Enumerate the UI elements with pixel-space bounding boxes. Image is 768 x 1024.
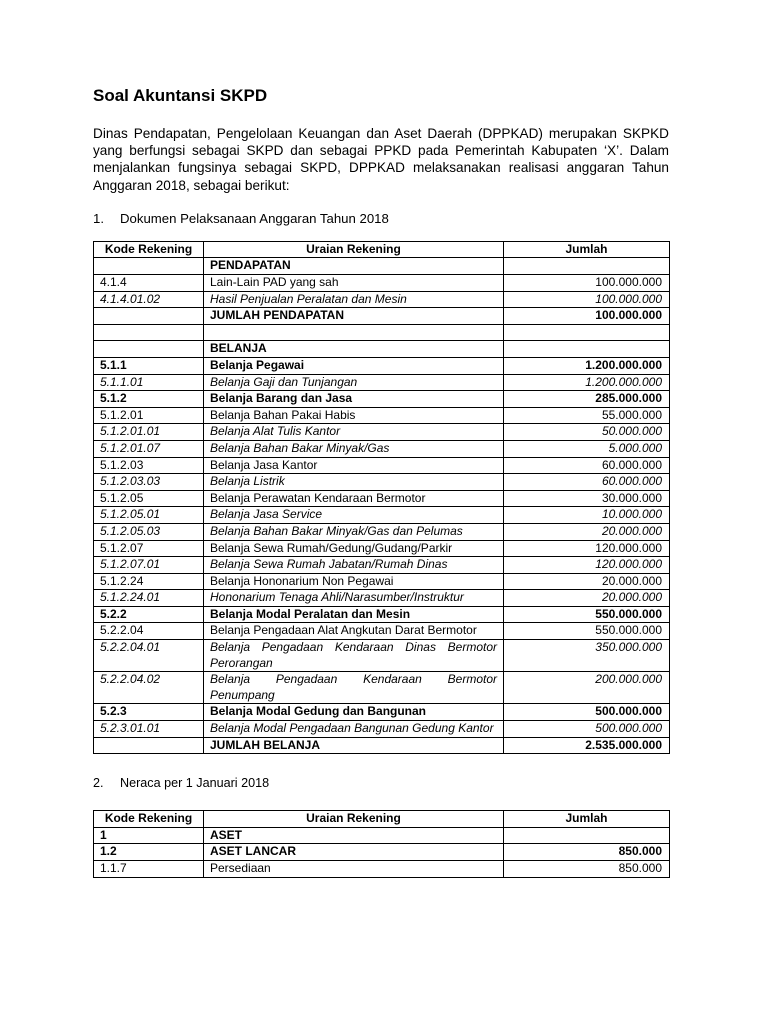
table-row — [94, 324, 670, 341]
jumlah-cell — [504, 827, 670, 844]
jumlah-cell: 60.000.000 — [504, 474, 670, 491]
kode-cell: 5.1.2.24.01 — [94, 590, 204, 607]
uraian-cell: Belanja Alat Tulis Kantor — [204, 424, 504, 441]
table-row — [94, 424, 670, 441]
balance-sheet-table — [93, 810, 670, 877]
kode-cell — [94, 324, 204, 341]
kode-cell: 5.1.2.05.03 — [94, 523, 204, 540]
kode-cell: 5.1.2.03.03 — [94, 474, 204, 491]
jumlah-cell: 350.000.000 — [504, 640, 670, 672]
kode-cell: 5.1.1 — [94, 357, 204, 374]
jumlah-cell: 850.000 — [504, 861, 670, 878]
table-row — [94, 590, 670, 607]
uraian-cell: Belanja Bahan Bakar Minyak/Gas — [204, 440, 504, 457]
kode-cell: 5.1.1.01 — [94, 374, 204, 391]
jumlah-cell: 100.000.000 — [504, 291, 670, 308]
uraian-cell: PENDAPATAN — [204, 258, 504, 275]
header-jumlah: Jumlah — [504, 241, 670, 258]
uraian-cell: Belanja Modal Pengadaan Bangunan Gedung Kantor — [204, 721, 504, 738]
kode-cell: 5.2.2 — [94, 606, 204, 623]
kode-cell: 5.1.2.01.01 — [94, 424, 204, 441]
table-row — [94, 606, 670, 623]
table-header-row — [94, 811, 670, 828]
table-row — [94, 258, 670, 275]
kode-cell: 5.1.2.24 — [94, 573, 204, 590]
kode-cell: 1.2 — [94, 844, 204, 861]
kode-cell: 4.1.4.01.02 — [94, 291, 204, 308]
budget-table — [93, 241, 670, 754]
header-uraian: Uraian Rekening — [204, 241, 504, 258]
uraian-cell: Belanja Gaji dan Tunjangan — [204, 374, 504, 391]
uraian-cell: Belanja Sewa Rumah Jabatan/Rumah Dinas — [204, 557, 504, 574]
uraian-cell: Belanja Pegawai — [204, 357, 504, 374]
table-row — [94, 391, 670, 408]
jumlah-cell: 1.200.000.000 — [504, 357, 670, 374]
kode-cell: 5.2.2.04.01 — [94, 640, 204, 672]
jumlah-cell: 550.000.000 — [504, 606, 670, 623]
jumlah-cell: 550.000.000 — [504, 623, 670, 640]
kode-cell: 5.2.3.01.01 — [94, 721, 204, 738]
section-title: Dokumen Pelaksanaan Anggaran Tahun 2018 — [120, 210, 389, 226]
jumlah-cell — [504, 258, 670, 275]
uraian-cell: Belanja Pengadaan Kendaraan Bermotor Penumpang — [204, 672, 504, 704]
uraian-cell: ASET LANCAR — [204, 844, 504, 861]
jumlah-cell: 30.000.000 — [504, 490, 670, 507]
table-row — [94, 341, 670, 358]
page-title: Soal Akuntansi SKPD — [93, 86, 268, 105]
table-row — [94, 861, 670, 878]
jumlah-cell — [504, 324, 670, 341]
uraian-cell: Belanja Pengadaan Alat Angkutan Darat Bermotor — [204, 623, 504, 640]
header-kode: Kode Rekening — [94, 811, 204, 828]
uraian-cell: Belanja Perawatan Kendaraan Bermotor — [204, 490, 504, 507]
kode-cell: 5.1.2.05 — [94, 490, 204, 507]
jumlah-cell: 850.000 — [504, 844, 670, 861]
table-row — [94, 490, 670, 507]
jumlah-cell: 1.200.000.000 — [504, 374, 670, 391]
jumlah-cell: 20.000.000 — [504, 590, 670, 607]
uraian-cell — [204, 324, 504, 341]
section-2-heading — [93, 776, 669, 790]
table-row — [94, 573, 670, 590]
header-uraian: Uraian Rekening — [204, 811, 504, 828]
header-jumlah: Jumlah — [504, 811, 670, 828]
section-number: 1. — [93, 210, 104, 226]
jumlah-cell — [504, 341, 670, 358]
table-row — [94, 557, 670, 574]
table-row — [94, 374, 670, 391]
table-row — [94, 523, 670, 540]
uraian-cell: Lain-Lain PAD yang sah — [204, 275, 504, 292]
kode-cell: 1 — [94, 827, 204, 844]
section-number: 2. — [93, 776, 104, 791]
uraian-cell: BELANJA — [204, 341, 504, 358]
table-row — [94, 440, 670, 457]
kode-cell: 5.1.2.05.01 — [94, 507, 204, 524]
kode-cell: 1.1.7 — [94, 861, 204, 878]
kode-cell — [94, 737, 204, 754]
table-row — [94, 457, 670, 474]
kode-cell: 5.1.2.07.01 — [94, 557, 204, 574]
intro-paragraph: Dinas Pendapatan, Pengelolaan Keuangan dan Aset Daerah (DPPKAD) merupakan SKPKD yang berfungsi sebagai SKPD dan sebagai PPKD pada Pemerintah Kabupaten ‘X’. Dalam menjalankan fungsinya sebagai SKPD, DPPKAD melaksanakan realisasi anggaran Tahun Anggaran 2018, sebagai berikut: — [93, 126, 669, 193]
uraian-cell: Belanja Pengadaan Kendaraan Dinas Bermotor Perorangan — [204, 640, 504, 672]
jumlah-cell: 20.000.000 — [504, 523, 670, 540]
kode-cell — [94, 258, 204, 275]
uraian-cell: Belanja Modal Gedung dan Bangunan — [204, 704, 504, 721]
kode-cell: 4.1.4 — [94, 275, 204, 292]
jumlah-cell: 60.000.000 — [504, 457, 670, 474]
jumlah-cell: 200.000.000 — [504, 672, 670, 704]
uraian-cell: Belanja Barang dan Jasa — [204, 391, 504, 408]
uraian-cell: Hononarium Tenaga Ahli/Narasumber/Instruktur — [204, 590, 504, 607]
uraian-cell: Belanja Jasa Kantor — [204, 457, 504, 474]
uraian-cell: ASET — [204, 827, 504, 844]
uraian-cell: Belanja Sewa Rumah/Gedung/Gudang/Parkir — [204, 540, 504, 557]
header-kode: Kode Rekening — [94, 241, 204, 258]
uraian-cell: Belanja Jasa Service — [204, 507, 504, 524]
table-row — [94, 827, 670, 844]
table-row — [94, 357, 670, 374]
kode-cell: 5.1.2 — [94, 391, 204, 408]
jumlah-cell: 5.000.000 — [504, 440, 670, 457]
jumlah-cell: 10.000.000 — [504, 507, 670, 524]
kode-cell: 5.2.2.04 — [94, 623, 204, 640]
jumlah-cell: 120.000.000 — [504, 557, 670, 574]
balance-sheet-table-body — [94, 827, 670, 877]
jumlah-cell: 100.000.000 — [504, 275, 670, 292]
jumlah-cell: 100.000.000 — [504, 308, 670, 325]
table-header-row — [94, 241, 670, 258]
kode-cell: 5.1.2.01 — [94, 407, 204, 424]
kode-cell — [94, 341, 204, 358]
jumlah-cell: 120.000.000 — [504, 540, 670, 557]
jumlah-cell: 500.000.000 — [504, 704, 670, 721]
table-row — [94, 407, 670, 424]
table-row — [94, 507, 670, 524]
table-row — [94, 640, 670, 672]
uraian-cell: JUMLAH PENDAPATAN — [204, 308, 504, 325]
kode-cell: 5.2.3 — [94, 704, 204, 721]
table-row — [94, 704, 670, 721]
table-row — [94, 672, 670, 704]
section-1-heading — [93, 211, 669, 226]
kode-cell: 5.2.2.04.02 — [94, 672, 204, 704]
uraian-cell: Belanja Hononarium Non Pegawai — [204, 573, 504, 590]
uraian-cell: Belanja Modal Peralatan dan Mesin — [204, 606, 504, 623]
kode-cell — [94, 308, 204, 325]
budget-table-body — [94, 258, 670, 754]
jumlah-cell: 20.000.000 — [504, 573, 670, 590]
jumlah-cell: 50.000.000 — [504, 424, 670, 441]
document-page — [93, 86, 669, 878]
jumlah-cell: 55.000.000 — [504, 407, 670, 424]
table-row — [94, 721, 670, 738]
table-row — [94, 308, 670, 325]
uraian-cell: Belanja Bahan Pakai Habis — [204, 407, 504, 424]
kode-cell: 5.1.2.07 — [94, 540, 204, 557]
section-title: Neraca per 1 Januari 2018 — [120, 776, 270, 791]
jumlah-cell: 500.000.000 — [504, 721, 670, 738]
uraian-cell: JUMLAH BELANJA — [204, 737, 504, 754]
uraian-cell: Persediaan — [204, 861, 504, 878]
table-row — [94, 737, 670, 754]
kode-cell: 5.1.2.03 — [94, 457, 204, 474]
jumlah-cell: 285.000.000 — [504, 391, 670, 408]
table-row — [94, 291, 670, 308]
table-row — [94, 844, 670, 861]
table-row — [94, 623, 670, 640]
uraian-cell: Hasil Penjualan Peralatan dan Mesin — [204, 291, 504, 308]
table-row — [94, 275, 670, 292]
table-row — [94, 540, 670, 557]
uraian-cell: Belanja Bahan Bakar Minyak/Gas dan Pelumas — [204, 523, 504, 540]
uraian-cell: Belanja Listrik — [204, 474, 504, 491]
jumlah-cell: 2.535.000.000 — [504, 737, 670, 754]
kode-cell: 5.1.2.01.07 — [94, 440, 204, 457]
table-row — [94, 474, 670, 491]
